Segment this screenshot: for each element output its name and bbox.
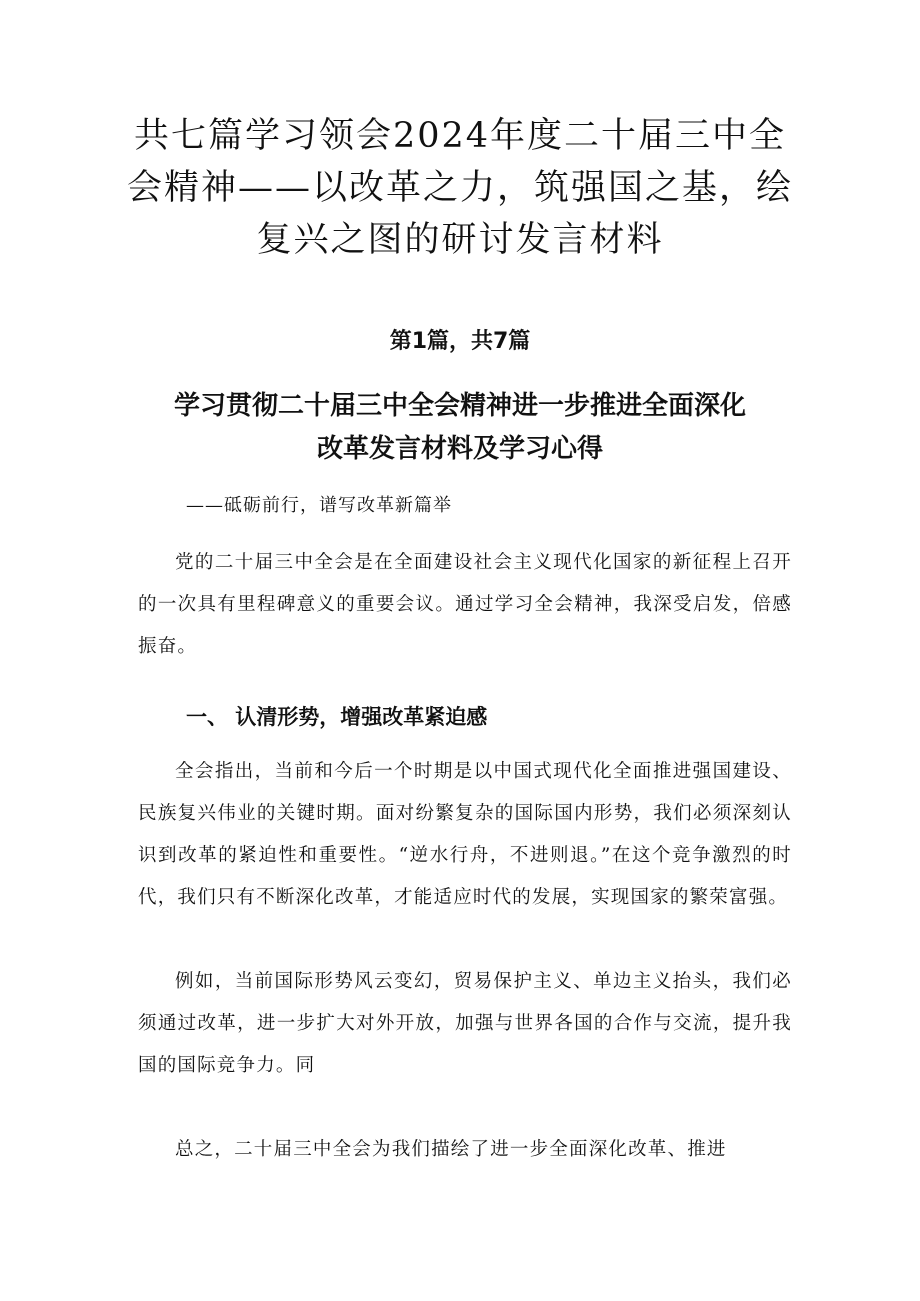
paragraph-conclusion: 总之，二十届三中全会为我们描绘了进一步全面深化改革、推进 <box>175 1139 727 1160</box>
article-title: 学习贯彻二十届三中全会精神进一步推进全面深化改革发言材料及学习心得 <box>173 391 746 464</box>
section-heading: 一、 认清形势，增强改革紧迫感 <box>186 705 488 729</box>
paragraph-intro: 党的二十届三中全会是在全面建设社会主义现代化国家的新征程上召开的一次具有里程碑意义的重要会议。通过学习全会精神，我深受启发，倍感振奋。 <box>138 552 792 657</box>
document-title: 共七篇学习领会2024年度二十届三中全会精神——以改革之力，筑强国之基，绘复兴之图的研讨发言材料 <box>126 116 793 260</box>
epigraph: ——砥砺前行，谱写改革新篇举 <box>186 495 452 516</box>
paragraph-example: 例如，当前国际形势风云变幻，贸易保护主义、单边主义抬头，我们必须通过改革，进一步扩大对外开放，加强与世界各国的合作与交流，提升我国的国际竞争力。同 <box>138 971 792 1076</box>
paragraph-situation: 全会指出，当前和今后一个时期是以中国式现代化全面推进强国建设、民族复兴伟业的关键时期。面对纷繁复杂的国际国内形势，我们必须深刻认识到改革的紧迫性和重要性。“逆水行舟，不进则退。”在这个竞争激烈的时代，我们只有不断深化改革，才能适应时代的发展，实现国家的繁荣富强。 <box>138 761 792 908</box>
part-label: 第1篇，共7篇 <box>389 329 531 354</box>
